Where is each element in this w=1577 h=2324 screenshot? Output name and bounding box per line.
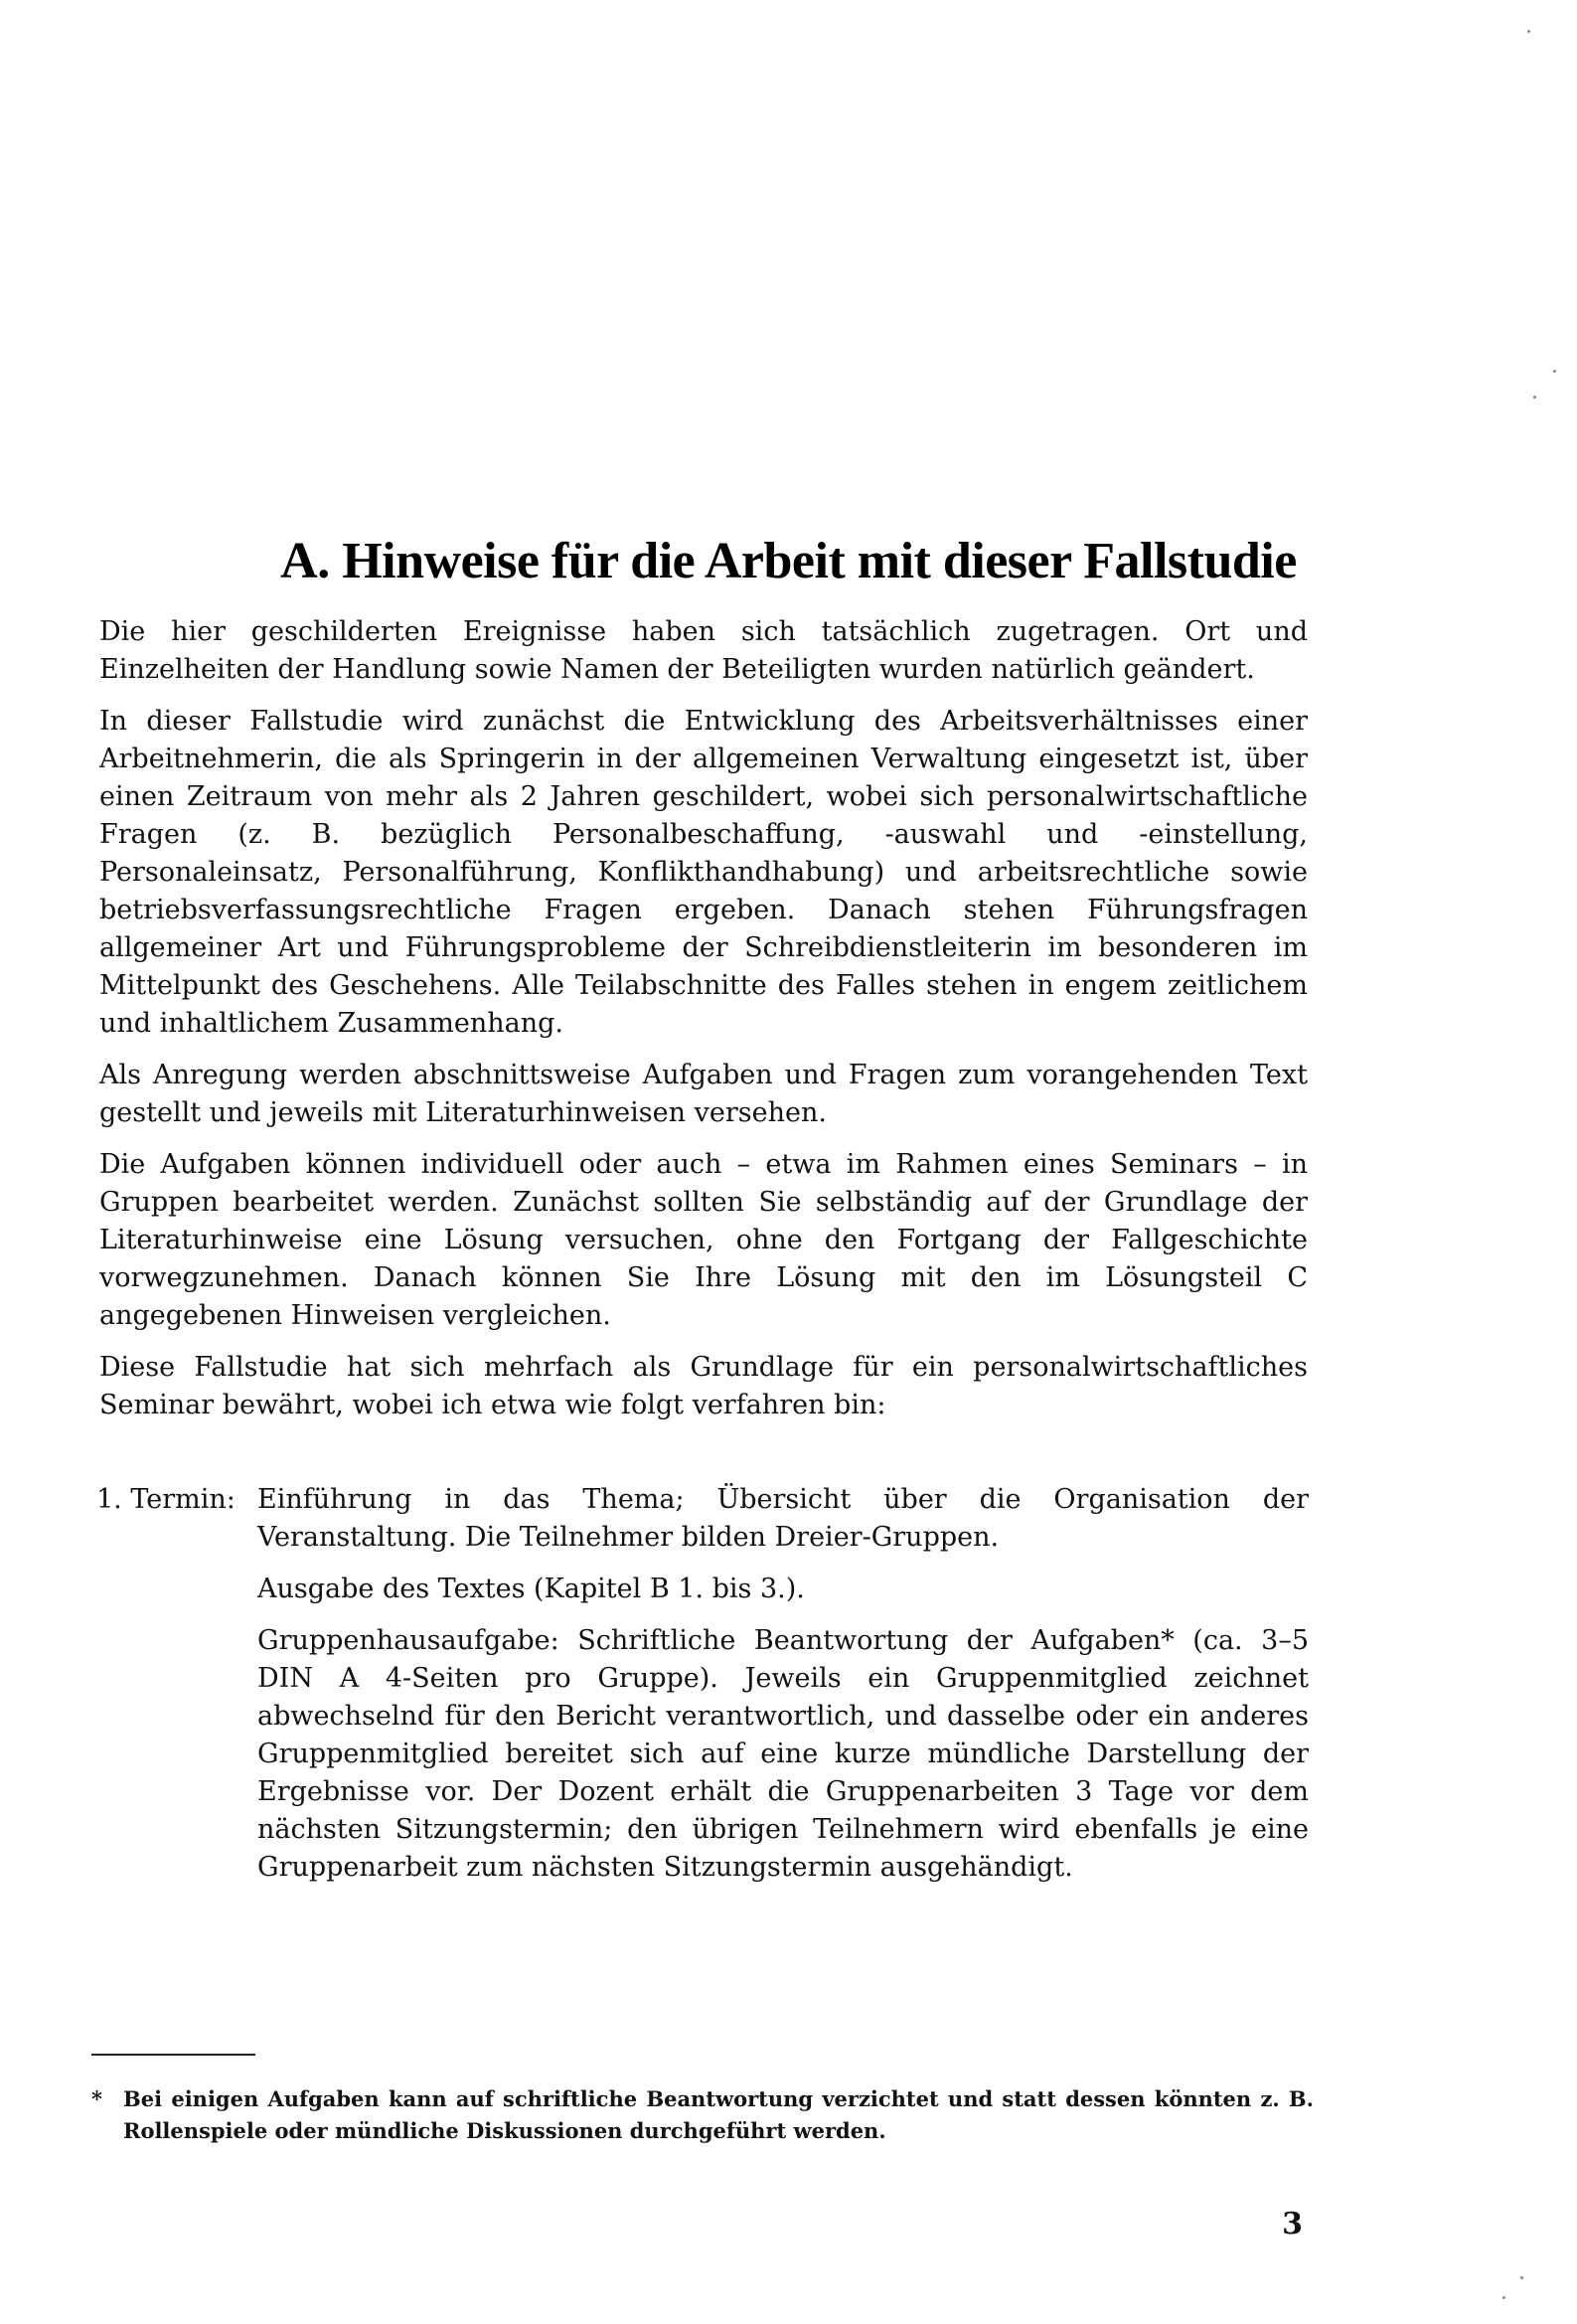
footnote-text: Bei einigen Aufgaben kann auf schriftliche Beantwortung verzichtet und statt dessen könnten z. B. Rollenspiele oder mündliche Diskussionen durchgeführt werden.	[123, 2086, 1314, 2143]
paragraph-group-work: Die Aufgaben können individuell oder auch – etwa im Rahmen eines Seminars – in Gruppen bearbeitet werden. Zunächst sollten Sie selbständig auf der Grundlage der Literaturhinweise eine Lösung versuchen, ohne den Fortgang der Fallgeschichte vorwegzunehmen. Danach können Sie Ihre Lösung mit den im Lösungsteil C angegebenen Hinweisen vergleichen.	[99, 1149, 1308, 1331]
scan-speck	[1502, 2296, 1505, 2299]
scan-speck	[1520, 2276, 1523, 2279]
term-item: Ausgabe des Textes (Kapitel B 1. bis 3.).	[257, 1574, 805, 1604]
term-item: Gruppenhausaufgabe: Schriftliche Beantwortung der Aufgaben* (ca. 3–5 DIN A 4-Seiten pro Gruppe). Jeweils ein Gruppenmitglied zeichnet abwechselnd für den Bericht verantwortlich, und dasselbe oder ein anderes Gruppenmitglied bereitet sich auf eine kurze mündliche Darstellung der Ergebnisse vor. Der Dozent erhält die Gruppenarbeiten 3 Tage vor dem nächsten Sitzungstermin; den übrigen Teilnehmern wird ebenfalls je eine Gruppenarbeit zum nächsten Sitzungstermin ausgehändigt.	[257, 1625, 1309, 1883]
paragraph-case-content: In dieser Fallstudie wird zunächst die Entwicklung des Arbeitsverhältnisses einer Arbeitnehmerin, die als Springerin in der allgemeinen Verwaltung eingesetzt ist, über einen Zeitraum von mehr als 2 Jahren geschildert, wobei sich personalwirtschaftliche Fragen (z. B. bezüglich Personalbeschaffung, -auswahl und -einstellung, Personaleinsatz, Personalführung, Konflikthandhabung) und arbeitsrechtliche sowie betriebsverfassungsrechtliche Fragen ergeben. Danach stehen Führungsfragen allgemeiner Art und Führungsprobleme der Schreibdienstleiterin im besonderen im Mittelpunkt des Geschehens. Alle Teilabschnitte des Falles stehen in engem zeitlichem und inhaltlichem Zusammenhang.	[99, 706, 1308, 1039]
scan-speck	[1527, 30, 1530, 33]
page-number: 3	[1282, 2207, 1303, 2241]
scan-speck	[1553, 370, 1556, 373]
footnote-divider	[91, 2054, 255, 2056]
page-title: A. Hinweise für die Arbeit mit dieser Fallstudie	[280, 532, 1297, 589]
term-item: Einführung in das Thema; Übersicht über die Organisation der Veranstaltung. Die Teilnehmer bilden Dreier-Gruppen.	[257, 1484, 1309, 1553]
footnote-mark: *	[91, 2086, 102, 2111]
paragraph-intro: Die hier geschilderten Ereignisse haben sich tatsächlich zugetragen. Ort und Einzelheiten der Handlung sowie Namen der Beteiligten wurden natürlich geändert.	[99, 616, 1308, 685]
body-text	[99, 613, 1308, 1424]
term-content	[257, 1481, 1309, 1901]
term-label: 1. Termin:	[96, 1484, 236, 1515]
paragraph-seminar: Diese Fallstudie hat sich mehrfach als Grundlage für ein personalwirtschaftliches Seminar bewährt, wobei ich etwa wie folgt verfahren bin:	[99, 1352, 1308, 1420]
scan-speck	[1533, 396, 1536, 399]
paragraph-tasks: Als Anregung werden abschnittsweise Aufgaben und Fragen zum vorangehenden Text gestellt und jeweils mit Literaturhinweisen versehen.	[99, 1060, 1308, 1128]
